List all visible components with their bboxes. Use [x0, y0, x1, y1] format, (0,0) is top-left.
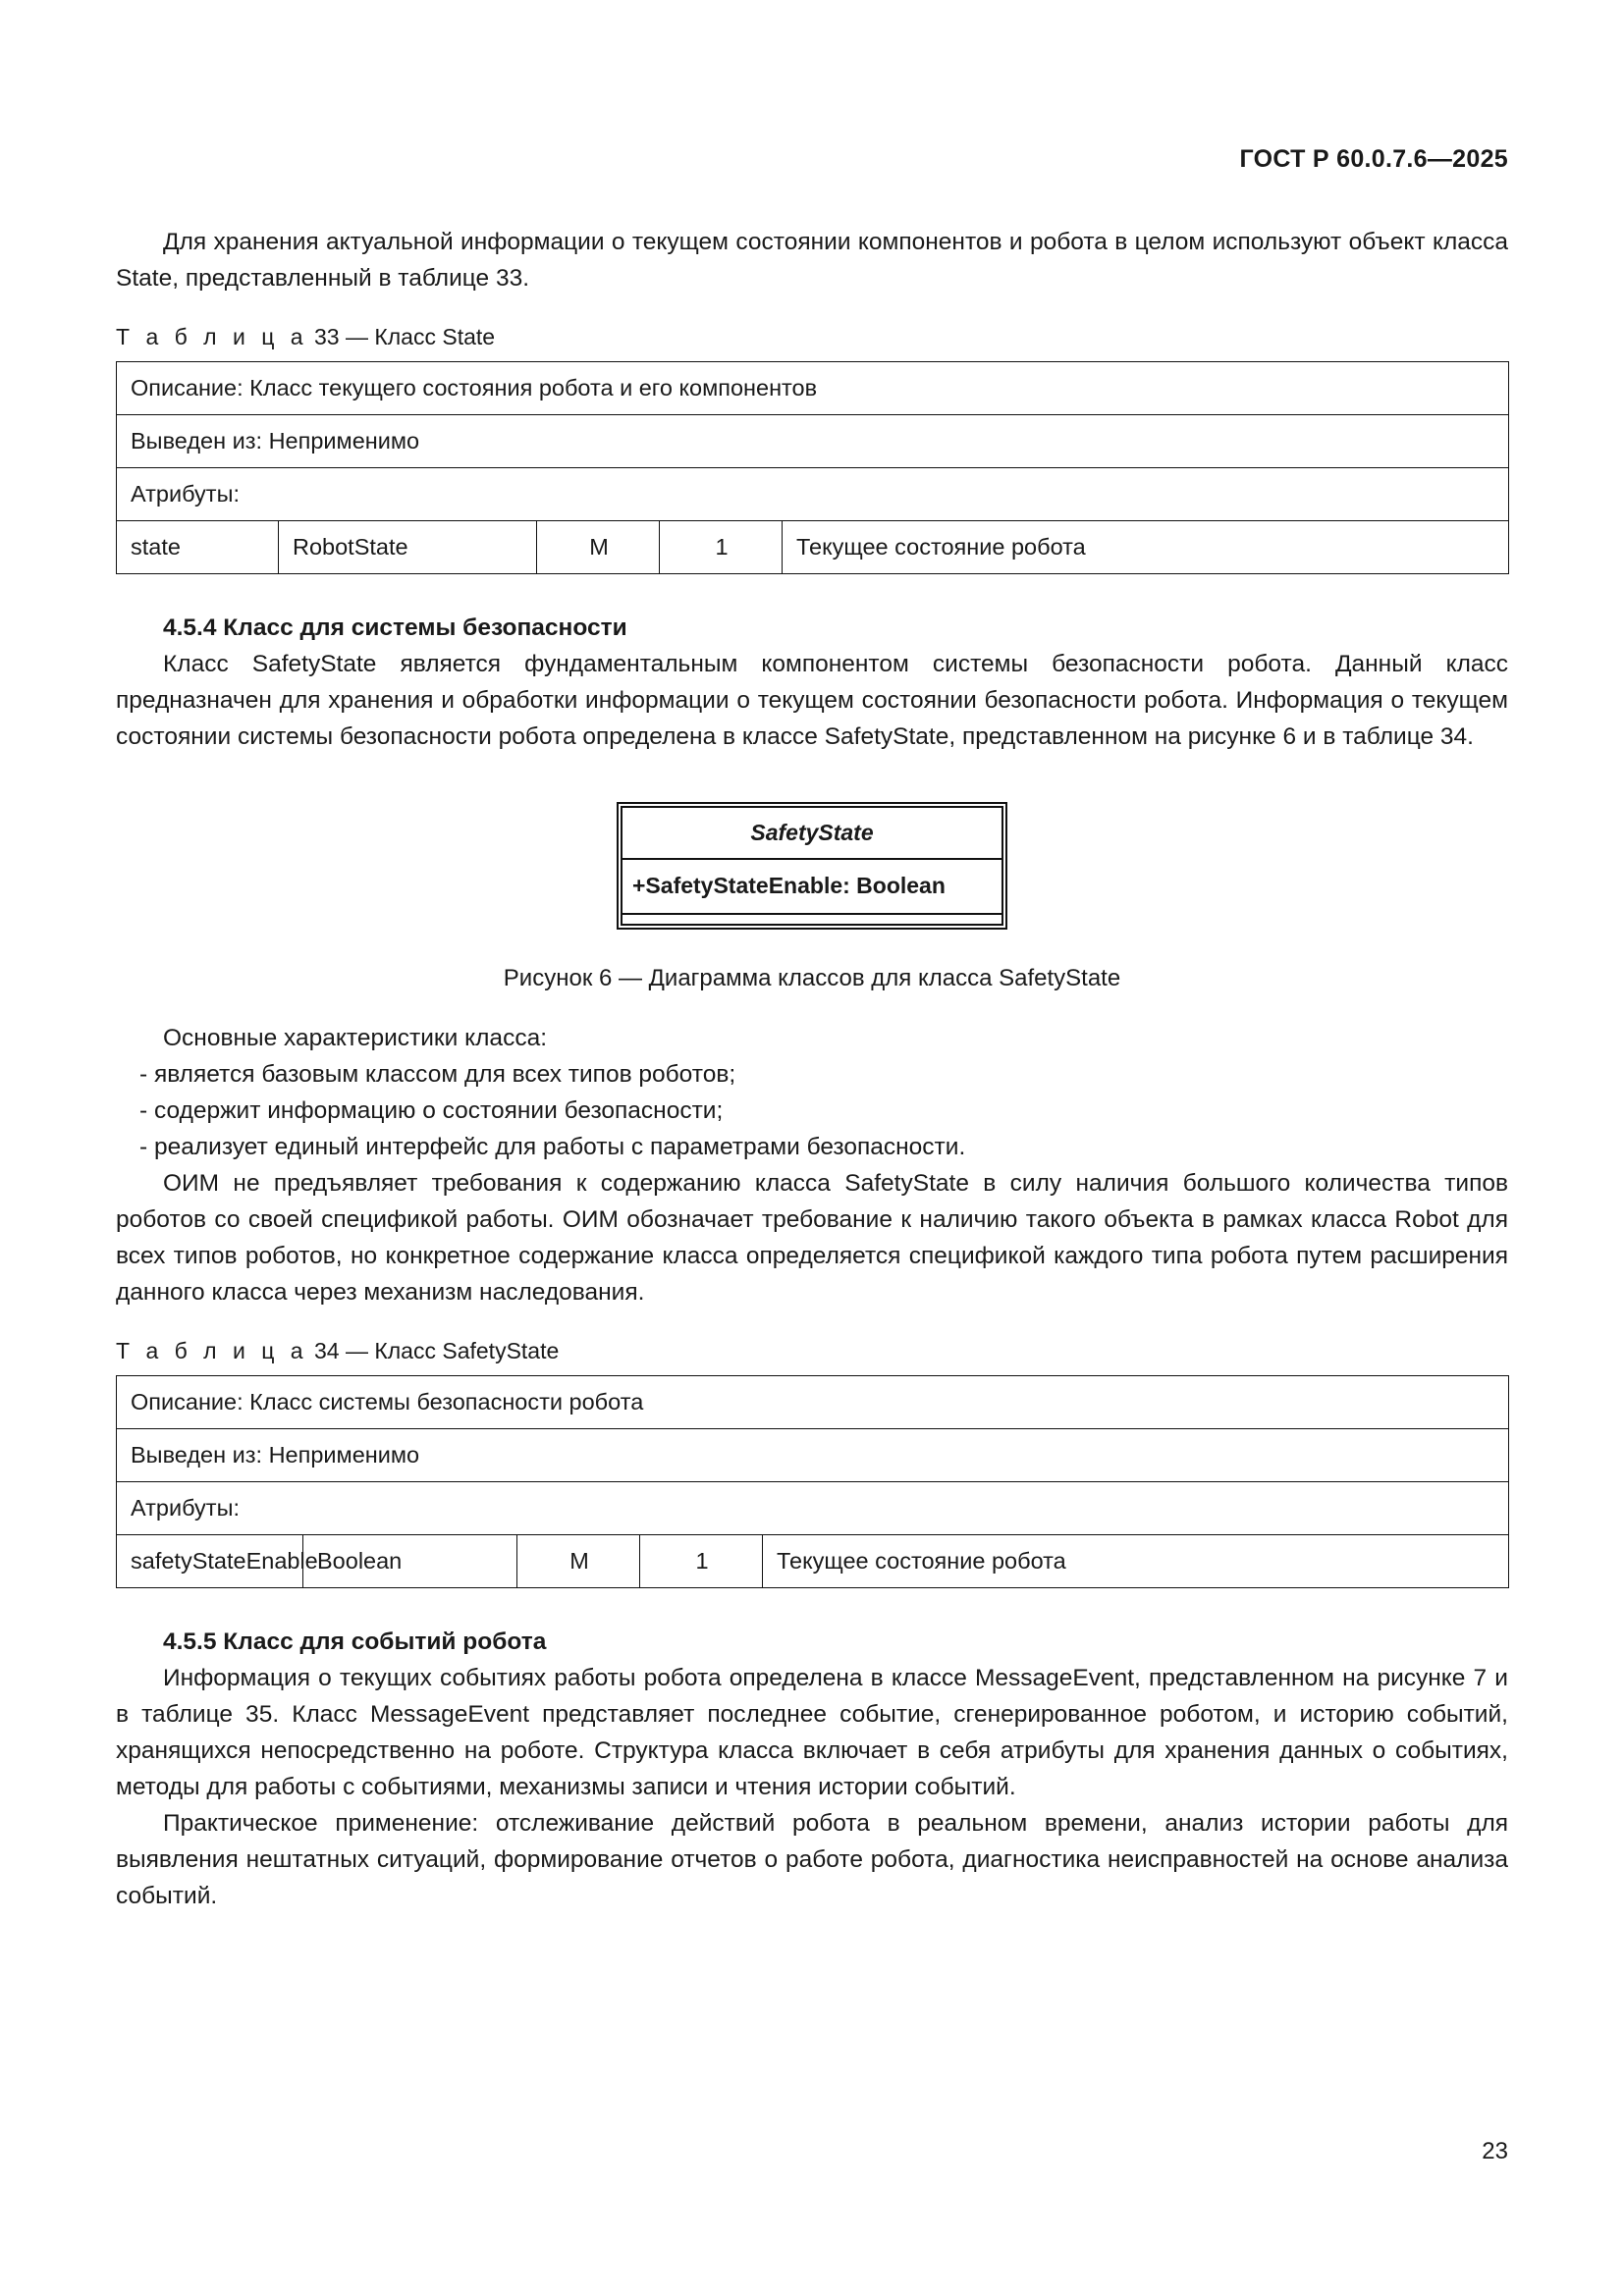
- characteristics-lead-in: Основные характеристики класса:: [163, 1025, 547, 1051]
- table-34: [116, 1375, 1509, 1588]
- table-34-attr-name: safetyStateEnable: [117, 1535, 303, 1588]
- table-34-attributes-cell: Атрибуты:: [117, 1482, 1509, 1535]
- table-33-attr-cardinality: 1: [660, 521, 783, 574]
- table-row: [117, 1376, 1509, 1429]
- figure-6: [116, 802, 1508, 930]
- table-33-caption-number: 33: [313, 324, 340, 349]
- uml-class-safetystate: [621, 806, 1003, 926]
- uml-diagram-frame: [617, 802, 1007, 930]
- page-number: 23: [1482, 2138, 1508, 2164]
- table-33-caption-dash: —: [345, 324, 368, 349]
- table-34-attr-cardinality: 1: [640, 1535, 763, 1588]
- uml-class-operations: [623, 915, 1001, 924]
- table-33-attr-description: Текущее состояние робота: [783, 521, 1509, 574]
- table-34-attr-description: Текущее состояние робота: [763, 1535, 1509, 1588]
- table-row: [117, 468, 1509, 521]
- table-33-caption-label: Т а б л и ц а: [116, 324, 308, 349]
- table-33-caption-title: Класс State: [374, 324, 496, 349]
- table-row: [117, 362, 1509, 415]
- list-item: - содержит информацию о состоянии безопасности;: [139, 1097, 724, 1124]
- table-34-caption-label: Т а б л и ц а: [116, 1338, 308, 1363]
- table-row: [117, 521, 1509, 574]
- oim-paragraph: ОИМ не предъявляет требования к содержанию класса SafetyState в силу наличия большого количества типов роботов со своей спецификой работы. ОИМ обозначает требование к наличию такого объекта в рамках класса Robot для всех типов роботов, но конкретное содержание класса определяется спецификой каждого типа робота путем расширения данного класса через механизм наследования.: [116, 1170, 1508, 1306]
- uml-class-attribute: +SafetyStateEnable: Boolean: [623, 860, 1001, 915]
- clause-454-paragraph: Класс SafetyState является фундаментальным компонентом системы безопасности робота. Данный класс предназначен для хранения и обработки информации о текущем состоянии безопасности робота. Информация о текущем состоянии системы безопасности робота определена в классе SafetyState, представленном на рисунке 6 и в таблице 34.: [116, 651, 1508, 750]
- page-content: [116, 224, 1508, 1914]
- figure-6-caption: Рисунок 6 — Диаграмма классов для класса SafetyState: [503, 965, 1121, 991]
- list-item: - является базовым классом для всех типов роботов;: [139, 1061, 736, 1088]
- table-row: [117, 1535, 1509, 1588]
- table-34-description-cell: Описание: Класс системы безопасности робота: [117, 1376, 1509, 1429]
- clause-455-heading: 4.5.5 Класс для событий робота: [163, 1629, 547, 1655]
- clause-454-heading: 4.5.4 Класс для системы безопасности: [163, 614, 627, 641]
- characteristics-list: [116, 1056, 1508, 1165]
- table-33-attr-type: RobotState: [279, 521, 537, 574]
- table-33-attr-name: state: [117, 521, 279, 574]
- table-34-caption-title: Класс SafetyState: [374, 1338, 560, 1363]
- clause-455-paragraph-2: Практическое применение: отслеживание действий робота в реальном времени, анализ истории работы для выявления нештатных ситуаций, формирование отчетов о работе робота, диагностика неисправностей на основе анализа событий.: [116, 1810, 1508, 1909]
- table-33-attributes-cell: Атрибуты:: [117, 468, 1509, 521]
- table-33-derived-cell: Выведен из: Неприменимо: [117, 415, 1509, 468]
- table-row: [117, 415, 1509, 468]
- table-34-attr-type: Boolean: [303, 1535, 517, 1588]
- clause-455-paragraph-1: Информация о текущих событиях работы робота определена в классе MessageEvent, представленном на рисунке 7 и в таблице 35. Класс MessageEvent представляет последнее событие, сгенерированное роботом, и историю событий, хранящихся непосредственно на роботе. Структура класса включает в себя атрибуты для хранения данных о событиях, методы для работы с событиями, механизмы записи и чтения истории событий.: [116, 1665, 1508, 1800]
- table-row: [117, 1429, 1509, 1482]
- uml-class-name: SafetyState: [623, 808, 1001, 860]
- table-34-caption-dash: —: [345, 1338, 368, 1363]
- table-34-attr-obligation: M: [517, 1535, 640, 1588]
- table-33: [116, 361, 1509, 574]
- table-33-caption: [116, 322, 1508, 351]
- table-33-description-cell: Описание: Класс текущего состояния робота и его компонентов: [117, 362, 1509, 415]
- table-34-derived-cell: Выведен из: Неприменимо: [117, 1429, 1509, 1482]
- table-34-caption-number: 34: [313, 1338, 340, 1363]
- table-row: [117, 1482, 1509, 1535]
- table-33-attr-obligation: M: [537, 521, 660, 574]
- intro-paragraph: Для хранения актуальной информации о текущем состоянии компонентов и робота в целом используют объект класса State, представленный в таблице 33.: [116, 229, 1508, 292]
- table-34-caption: [116, 1336, 1508, 1365]
- list-item: - реализует единый интерфейс для работы с параметрами безопасности.: [139, 1134, 966, 1160]
- running-head: ГОСТ Р 60.0.7.6—2025: [1239, 145, 1508, 173]
